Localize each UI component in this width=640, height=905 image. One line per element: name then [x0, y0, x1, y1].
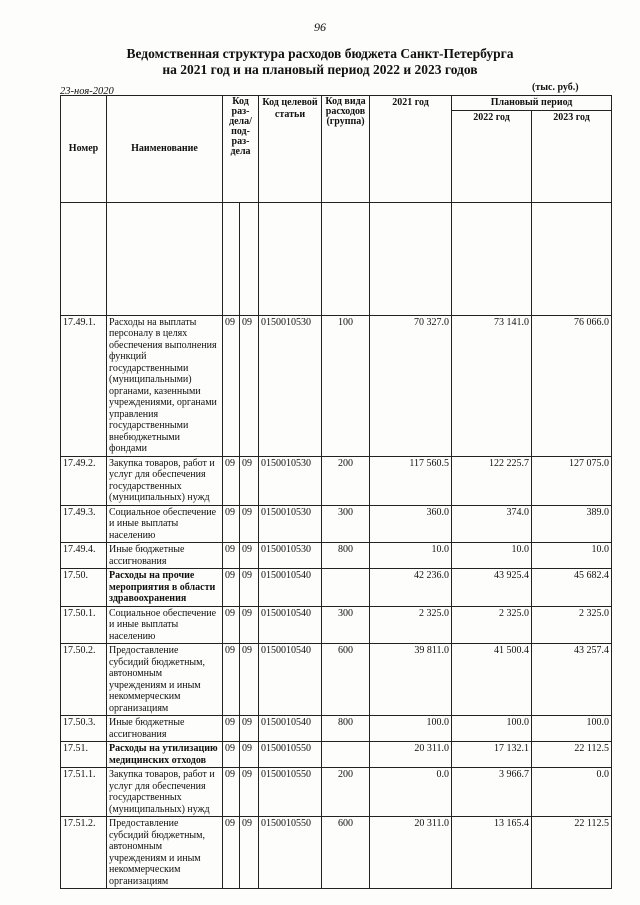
row-subsection-cell: 09 — [240, 569, 259, 607]
row-value-2022-cell: 100.0 — [452, 716, 532, 742]
row-expense-type-cell: 800 — [322, 543, 370, 569]
row-subsection-cell: 09 — [240, 768, 259, 817]
row-value-2021-cell: 100.0 — [370, 716, 452, 742]
row-name-cell: Социальное обеспечение и иные выплаты населению — [107, 505, 223, 543]
row-subsection-cell: 09 — [240, 505, 259, 543]
row-value-2023-cell: 22 112.5 — [532, 817, 612, 889]
row-number-cell: 17.49.1. — [61, 315, 107, 456]
row-number-cell: 17.50.1. — [61, 606, 107, 644]
row-value-2023-cell: 43 257.4 — [532, 644, 612, 716]
row-subsection-cell: 09 — [240, 742, 259, 768]
table-row — [61, 606, 612, 644]
spacer-cell — [107, 202, 223, 315]
spacer-cell — [322, 202, 370, 315]
row-value-2023-cell: 0.0 — [532, 768, 612, 817]
row-value-2022-cell: 3 966.7 — [452, 768, 532, 817]
row-value-2023-cell: 22 112.5 — [532, 742, 612, 768]
row-section-cell: 09 — [223, 315, 240, 456]
table-row — [61, 817, 612, 889]
row-value-2022-cell: 122 225.7 — [452, 456, 532, 505]
row-value-2022-cell: 13 165.4 — [452, 817, 532, 889]
row-value-2021-cell: 117 560.5 — [370, 456, 452, 505]
row-value-2021-cell: 39 811.0 — [370, 644, 452, 716]
row-name-cell: Расходы на прочие мероприятия в области здравоохранения — [107, 569, 223, 607]
row-subsection-cell: 09 — [240, 817, 259, 889]
row-section-cell: 09 — [223, 817, 240, 889]
row-name-cell: Расходы на утилизацию медицинских отходов — [107, 742, 223, 768]
row-name-cell: Иные бюджетные ассигнования — [107, 716, 223, 742]
row-target-cell: 0150010540 — [259, 606, 322, 644]
row-expense-type-cell: 300 — [322, 606, 370, 644]
table-row — [61, 315, 612, 456]
row-value-2022-cell: 10.0 — [452, 543, 532, 569]
row-expense-type-cell: 800 — [322, 716, 370, 742]
row-value-2021-cell: 42 236.0 — [370, 569, 452, 607]
row-target-cell: 0150010540 — [259, 644, 322, 716]
row-value-2022-cell: 2 325.0 — [452, 606, 532, 644]
row-section-cell: 09 — [223, 606, 240, 644]
row-value-2022-cell: 17 132.1 — [452, 742, 532, 768]
row-subsection-cell: 09 — [240, 606, 259, 644]
row-target-cell: 0150010550 — [259, 817, 322, 889]
row-value-2021-cell: 20 311.0 — [370, 742, 452, 768]
spacer-cell — [61, 202, 107, 315]
table-row — [61, 716, 612, 742]
row-number-cell: 17.49.4. — [61, 543, 107, 569]
units-label: (тыс. руб.) — [532, 82, 579, 93]
spacer-cell — [532, 202, 612, 315]
row-value-2021-cell: 20 311.0 — [370, 817, 452, 889]
header-row-1 — [61, 96, 612, 111]
row-subsection-cell: 09 — [240, 644, 259, 716]
row-name-cell: Расходы на выплаты персоналу в целях обеспечения выполнения функций государственными (муниципальными) органами, казенными учреждениями, органами управления государственными внебюджетными фондами — [107, 315, 223, 456]
header-number: Номер — [61, 96, 107, 203]
row-value-2023-cell: 389.0 — [532, 505, 612, 543]
row-target-cell: 0150010550 — [259, 768, 322, 817]
spacer-cell — [259, 202, 322, 315]
row-value-2023-cell: 76 066.0 — [532, 315, 612, 456]
row-name-cell: Закупка товаров, работ и услуг для обеспечения государственных (муниципальных) нужд — [107, 768, 223, 817]
row-expense-type-cell: 200 — [322, 456, 370, 505]
row-expense-type-cell: 100 — [322, 315, 370, 456]
row-section-cell: 09 — [223, 543, 240, 569]
row-name-cell: Социальное обеспечение и иные выплаты населению — [107, 606, 223, 644]
row-name-cell: Предоставление субсидий бюджетным, автономным учреждениям и иным некоммерческим организациям — [107, 644, 223, 716]
row-value-2023-cell: 2 325.0 — [532, 606, 612, 644]
row-expense-type-cell: 600 — [322, 817, 370, 889]
row-value-2023-cell: 10.0 — [532, 543, 612, 569]
row-number-cell: 17.51.1. — [61, 768, 107, 817]
row-value-2021-cell: 0.0 — [370, 768, 452, 817]
document-date: 23-ноя-2020 — [60, 86, 114, 97]
header-planning: Плановый период — [452, 96, 612, 111]
table-row — [61, 456, 612, 505]
document-title — [0, 46, 640, 78]
row-value-2021-cell: 360.0 — [370, 505, 452, 543]
row-expense-type-cell — [322, 742, 370, 768]
row-subsection-cell: 09 — [240, 543, 259, 569]
row-number-cell: 17.50. — [61, 569, 107, 607]
row-number-cell: 17.51.2. — [61, 817, 107, 889]
row-target-cell: 0150010540 — [259, 716, 322, 742]
row-value-2021-cell: 2 325.0 — [370, 606, 452, 644]
table-row — [61, 543, 612, 569]
budget-table — [60, 95, 612, 889]
table-row — [61, 569, 612, 607]
row-expense-type-cell: 600 — [322, 644, 370, 716]
row-target-cell: 0150010530 — [259, 505, 322, 543]
header-expense-type: Код вида расходов (группа) — [322, 96, 370, 203]
row-number-cell: 17.49.2. — [61, 456, 107, 505]
row-number-cell: 17.49.3. — [61, 505, 107, 543]
row-value-2022-cell: 374.0 — [452, 505, 532, 543]
row-value-2023-cell: 100.0 — [532, 716, 612, 742]
row-section-cell: 09 — [223, 716, 240, 742]
row-name-cell: Предоставление субсидий бюджетным, автономным учреждениям и иным некоммерческим организациям — [107, 817, 223, 889]
header-2022: 2022 год — [452, 110, 532, 202]
spacer-cell — [240, 202, 259, 315]
row-value-2021-cell: 10.0 — [370, 543, 452, 569]
header-target: Код целевой статьи — [259, 96, 322, 203]
row-subsection-cell: 09 — [240, 716, 259, 742]
row-subsection-cell: 09 — [240, 456, 259, 505]
row-expense-type-cell — [322, 569, 370, 607]
row-section-cell: 09 — [223, 456, 240, 505]
row-section-cell: 09 — [223, 505, 240, 543]
row-section-cell: 09 — [223, 569, 240, 607]
title-line-2: на 2021 год и на плановый период 2022 и 2023 годов — [162, 62, 478, 77]
spacer-cell — [223, 202, 240, 315]
title-line-1: Ведомственная структура расходов бюджета Санкт-Петербурга — [126, 46, 514, 61]
row-section-cell: 09 — [223, 742, 240, 768]
header-section: Код раз-дела/ под-раз-дела — [223, 96, 259, 203]
table-row — [61, 505, 612, 543]
table-body — [61, 315, 612, 889]
row-number-cell: 17.51. — [61, 742, 107, 768]
table-row — [61, 768, 612, 817]
row-target-cell: 0150010550 — [259, 742, 322, 768]
row-value-2022-cell: 73 141.0 — [452, 315, 532, 456]
table-row — [61, 742, 612, 768]
row-value-2023-cell: 45 682.4 — [532, 569, 612, 607]
row-number-cell: 17.50.2. — [61, 644, 107, 716]
spacer-cell — [452, 202, 532, 315]
row-target-cell: 0150010530 — [259, 456, 322, 505]
table-row — [61, 644, 612, 716]
row-expense-type-cell: 200 — [322, 768, 370, 817]
row-number-cell: 17.50.3. — [61, 716, 107, 742]
row-target-cell: 0150010530 — [259, 315, 322, 456]
page-number: 96 — [314, 20, 326, 34]
row-target-cell: 0150010540 — [259, 569, 322, 607]
spacer-cell — [370, 202, 452, 315]
row-value-2023-cell: 127 075.0 — [532, 456, 612, 505]
row-name-cell: Закупка товаров, работ и услуг для обеспечения государственных (муниципальных) нужд — [107, 456, 223, 505]
header-spacer-row — [61, 202, 612, 315]
header-2021: 2021 год — [370, 96, 452, 203]
header-2023: 2023 год — [532, 110, 612, 202]
row-value-2021-cell: 70 327.0 — [370, 315, 452, 456]
header-name: Наименование — [107, 96, 223, 203]
row-name-cell: Иные бюджетные ассигнования — [107, 543, 223, 569]
row-section-cell: 09 — [223, 644, 240, 716]
row-subsection-cell: 09 — [240, 315, 259, 456]
row-expense-type-cell: 300 — [322, 505, 370, 543]
row-section-cell: 09 — [223, 768, 240, 817]
row-value-2022-cell: 43 925.4 — [452, 569, 532, 607]
row-value-2022-cell: 41 500.4 — [452, 644, 532, 716]
row-target-cell: 0150010530 — [259, 543, 322, 569]
